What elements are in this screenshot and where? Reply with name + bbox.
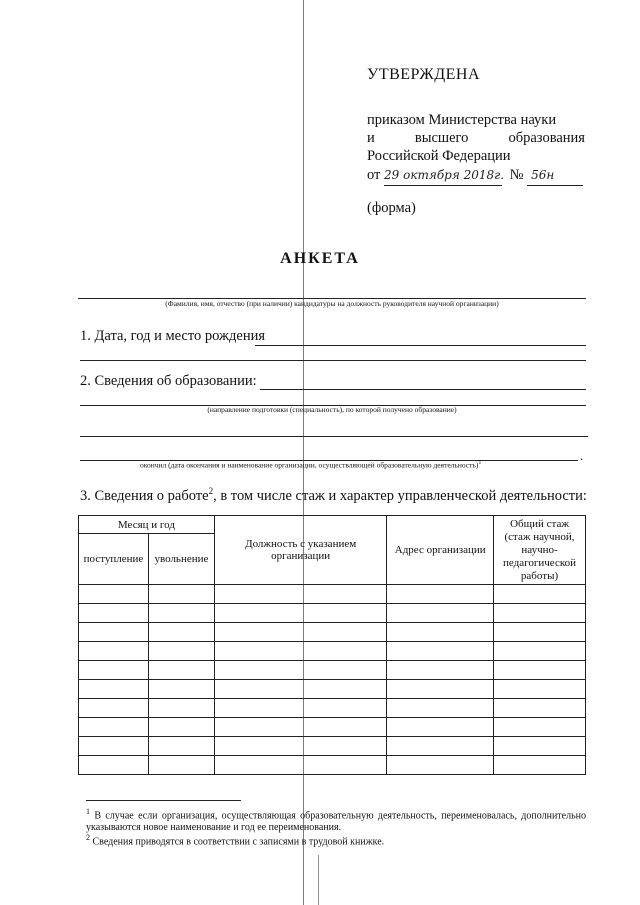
approval-line2-higher: высшего <box>414 130 469 146</box>
education-caption-2-sup: 1 <box>478 460 482 466</box>
footnote-1 <box>86 806 586 834</box>
birth-field-line <box>255 345 586 346</box>
cell[interactable] <box>79 699 149 718</box>
education-field-line-3 <box>80 436 588 437</box>
cell[interactable] <box>494 585 586 604</box>
cell[interactable] <box>387 661 494 680</box>
table-row <box>79 642 586 661</box>
header-month-year: Месяц и год <box>79 516 215 534</box>
table-row <box>79 699 586 718</box>
cell[interactable] <box>148 585 214 604</box>
work-history-table <box>78 515 586 775</box>
footnote-2-text: Сведения приводятся в соответствии с записями в трудовой книжке. <box>92 836 385 848</box>
cell[interactable] <box>214 737 387 756</box>
cell[interactable] <box>494 699 586 718</box>
approval-block <box>367 66 585 217</box>
birth-field-line-2 <box>80 360 586 361</box>
approval-line3: Российской Федерации <box>367 148 511 164</box>
cell[interactable] <box>387 642 494 661</box>
cell[interactable] <box>214 756 387 775</box>
date-value: 29 октября 2018г. <box>384 165 502 186</box>
form-label: (форма) <box>367 200 416 216</box>
date-prefix: от <box>367 167 381 183</box>
cell[interactable] <box>148 718 214 737</box>
education-caption-1: (направление подготовки (специальность), по которой получено образование) <box>207 405 457 414</box>
footnote-separator <box>86 800 241 801</box>
approval-date-line <box>367 165 585 186</box>
footnote-2-mark: 2 <box>86 833 90 842</box>
header-end: увольнение <box>148 534 214 585</box>
table-row <box>79 604 586 623</box>
cell[interactable] <box>214 604 387 623</box>
cell[interactable] <box>494 642 586 661</box>
cell[interactable] <box>79 680 149 699</box>
cell[interactable] <box>387 623 494 642</box>
header-position: Должность с указанием организации <box>214 516 387 585</box>
cell[interactable] <box>148 661 214 680</box>
header-tenure: Общий стаж (стаж научной, научно-педагогической работы) <box>494 516 586 585</box>
work-label <box>80 486 587 505</box>
cell[interactable] <box>79 718 149 737</box>
header-address: Адрес организации <box>387 516 494 585</box>
cell[interactable] <box>79 642 149 661</box>
cell[interactable] <box>148 737 214 756</box>
table-row <box>79 585 586 604</box>
cell[interactable] <box>148 699 214 718</box>
cell[interactable] <box>148 680 214 699</box>
birth-label: 1. Дата, год и место рождения <box>80 328 266 344</box>
cell[interactable] <box>387 604 494 623</box>
cell[interactable] <box>79 756 149 775</box>
approval-line2-education: образования <box>508 130 585 146</box>
cell[interactable] <box>79 737 149 756</box>
table-header-row <box>79 516 586 534</box>
approval-title: УТВЕРЖДЕНА <box>367 66 481 83</box>
table-row <box>79 661 586 680</box>
table-row <box>79 737 586 756</box>
cell[interactable] <box>214 699 387 718</box>
cell[interactable] <box>387 585 494 604</box>
page-title: АНКЕТА <box>280 250 360 267</box>
cell[interactable] <box>387 756 494 775</box>
table-row <box>79 756 586 775</box>
work-label-prefix: 3. Сведения о работе <box>80 487 209 504</box>
approval-line2-and: и <box>367 130 375 146</box>
cell[interactable] <box>148 756 214 775</box>
cell[interactable] <box>494 623 586 642</box>
cell[interactable] <box>494 718 586 737</box>
education-caption-2-text: окончил (дата окончания и наименование организации, осуществляющей образовательную деятельность) <box>140 460 479 470</box>
cell[interactable] <box>148 623 214 642</box>
number-prefix: № <box>509 167 524 183</box>
cell[interactable] <box>494 680 586 699</box>
education-field-line <box>260 389 586 390</box>
cell[interactable] <box>387 737 494 756</box>
table-row <box>79 718 586 737</box>
work-label-sup: 2 <box>208 486 214 496</box>
cell[interactable] <box>494 604 586 623</box>
table-row <box>79 623 586 642</box>
approval-line1: приказом Министерства науки <box>367 112 557 128</box>
number-value: 56н <box>527 165 583 186</box>
cell[interactable] <box>214 718 387 737</box>
cell[interactable] <box>387 718 494 737</box>
footnote-2 <box>86 832 586 848</box>
table-row <box>79 680 586 699</box>
cell[interactable] <box>214 680 387 699</box>
cell[interactable] <box>79 604 149 623</box>
cell[interactable] <box>214 623 387 642</box>
cell[interactable] <box>148 642 214 661</box>
education-caption-2 <box>140 460 481 470</box>
cell[interactable] <box>494 756 586 775</box>
cell[interactable] <box>387 699 494 718</box>
cell[interactable] <box>494 661 586 680</box>
footnote-1-text: В случае если организация, осуществляющая образовательную деятельность, переименовалась, дополнительно указываются новое наименование и год ее переименования. <box>86 810 587 834</box>
cell[interactable] <box>387 680 494 699</box>
work-label-suffix: , в том числе стаж и характер управленческой деятельности: <box>213 487 587 504</box>
cell[interactable] <box>494 737 586 756</box>
education-label: 2. Сведения об образовании: <box>80 373 257 389</box>
period-mark: . <box>580 448 584 463</box>
cell[interactable] <box>79 661 149 680</box>
cell[interactable] <box>79 623 149 642</box>
header-start: поступление <box>79 534 149 585</box>
cell[interactable] <box>214 661 387 680</box>
approval-line2 <box>367 129 585 147</box>
scan-fold-line-lower <box>318 855 319 905</box>
cell[interactable] <box>214 642 387 661</box>
cell[interactable] <box>214 585 387 604</box>
footnote-1-mark: 1 <box>86 807 90 816</box>
cell[interactable] <box>79 585 149 604</box>
cell[interactable] <box>148 604 214 623</box>
name-caption: (Фамилия, имя, отчество (при наличии) кандидатуры на должность руководителя научной организации) <box>165 299 499 308</box>
